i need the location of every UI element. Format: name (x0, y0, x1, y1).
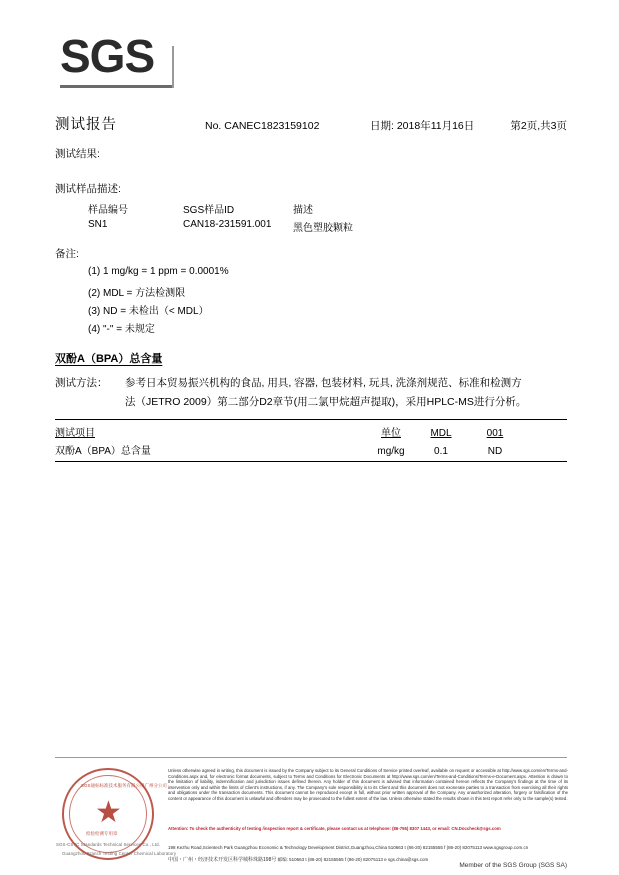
remarks-label: 备注: (55, 248, 79, 260)
footer-address-cn: 中国・广州・经济技术开发区科学城科珠路198号 (168, 857, 277, 863)
cell-unit: mg/kg (377, 446, 405, 457)
footer-member: Member of the SGS Group (SGS SA) (459, 862, 567, 869)
stamp-top-text: 检验检测专用章 (86, 831, 118, 836)
footer-attention-text: Attention: To check the authenticity of testing /inspection report & certificate, please contact us at telephone: (86-755) 8307 1443, or email: CN.Doccheck@sgs.com (168, 826, 501, 831)
report-date: 日期: 2018年11月16日 (370, 120, 475, 132)
section-heading-bpa: 双酚A（BPA）总含量 (55, 353, 163, 365)
col-sample-no: 样品编号 (88, 205, 128, 216)
cell-test-item: 双酚A（BPA）总含量 (55, 446, 151, 457)
results-table-header (55, 424, 525, 439)
remark-item-3: (3) ND = 未检出（< MDL） (88, 306, 209, 317)
report-header (55, 113, 567, 134)
remark-item-4: (4) "-" = 未规定 (88, 324, 155, 335)
test-method-label: 测试方法： (55, 377, 108, 389)
col-sample-id: SGS样品ID (183, 205, 235, 216)
page-indicator: 第2页,共3页 (510, 120, 567, 132)
col-001: 001 (486, 428, 504, 439)
footer-attention (168, 826, 568, 832)
sgs-logo (60, 30, 180, 90)
col-sample-desc: 描述 (293, 205, 313, 216)
stamp-en-line-1: SGS-CSTC Standards Technical Services Co., Ltd. (56, 842, 160, 847)
sgs-logo-text: SGS (60, 30, 155, 82)
test-method-line-1: 参考日本贸易振兴机构的食品, 用具, 容器, 包装材料, 玩具, 洗涤剂规范、标准和检测方 (125, 377, 522, 389)
report-number: No. CANEC1823159102 (205, 120, 320, 132)
cell-001: ND (487, 446, 503, 457)
test-method-line-2: 法（JETRO 2009）第二部分D2章节(用二氯甲烷超声提取)，采用HPLC-MS进行分析。 (125, 396, 527, 408)
stamp-arc-text: SGS通标标准技术服务有限公司广州分公司 (81, 783, 167, 788)
table-row (88, 219, 453, 234)
cell-sample-desc: 黑色塑胶颗粒 (293, 223, 353, 234)
cell-sample-id: CAN18-231591.001 (183, 219, 272, 230)
table-row (55, 442, 525, 457)
sample-table-header (88, 201, 453, 216)
cell-mdl: 0.1 (434, 446, 448, 457)
results-table-bottom-rule (55, 461, 567, 462)
col-test-item: 测试项目 (55, 428, 95, 439)
logo-tick (172, 46, 174, 88)
footer-address-en: 198 Kezhu Road,Scientech Park Guangzhou Economic & Technology Development District,Guangzhou,China 510663 t (86-20) 82155555 f (86-20) 82075113 www.sgsgroup.com.cn (168, 845, 529, 850)
remark-item-1: (1) 1 mg/kg = 1 ppm = 0.0001% (88, 266, 229, 277)
official-stamp (56, 768, 177, 864)
footer-divider (55, 757, 567, 758)
stamp-en-line-2: Guangzhou Branch Testing Center Chemical Laboratory (62, 851, 177, 856)
col-mdl: MDL (430, 428, 452, 439)
col-unit: 单位 (381, 428, 401, 439)
logo-underline (60, 85, 173, 88)
sample-description-label: 测试样品描述: (55, 183, 121, 195)
results-label: 测试结果: (55, 148, 100, 160)
page-title: 测试报告 (55, 117, 117, 133)
star-icon: ★ (95, 796, 122, 829)
footer-disclaimer: Unless otherwise agreed in writing, this document is issued by the Company subject to its General Conditions of Service printed overleaf, available on request or accessible at http://www.sgs.com/en/Terms-and-Conditions.aspx and, for electronic format documents, subject to Terms and Conditions for Electronic Documents at http://www.sgs.com/en/Terms-and-Conditions/Terms-e-Document.aspx. Attention is drawn to the limitation of liability, indemnification and jurisdiction issues defined therein. Any holder of this document is advised that information contained hereon reflects the Company's findings at the time of its intervention only and within the limits of Client's instructions, if any. The Company's sole responsibility is to its Client and this document does not exonerate parties to a transaction from exercising all their rights and obligations under the transaction documents. This document cannot be reproduced except in full, without prior written approval of the Company. Any unauthorized alteration, forgery or falsification of the content or appearance of this document is unlawful and offenders may be prosecuted to the fullest extent of the law. Unless otherwise stated the results shown in this test report refer only to the sample(s) tested. (168, 768, 568, 801)
remark-item-2: (2) MDL = 方法检测限 (88, 288, 186, 299)
cell-sample-no: SN1 (88, 219, 108, 230)
results-table-top-rule (55, 419, 567, 420)
footer-address-cn-tail: 邮编: 510663 t (86-20) 82155555 f (86-20) 82075113 e sgs.china@sgs.com (277, 857, 429, 862)
